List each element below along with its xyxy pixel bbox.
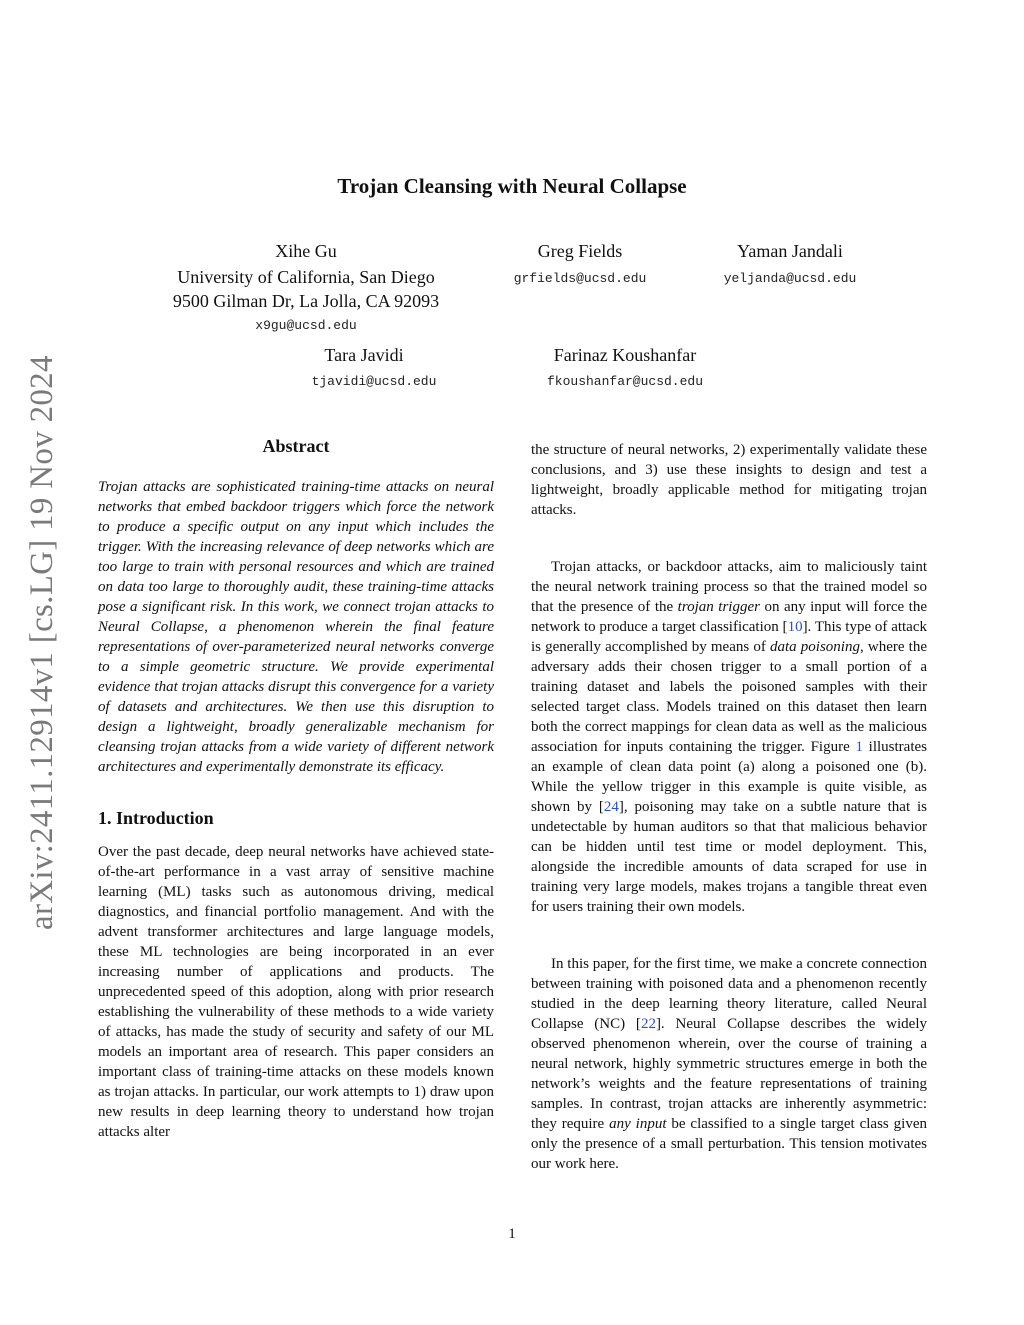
- emphasis: data poisoning: [769, 639, 860, 655]
- paragraph: Trojan attacks, or backdoor attacks, aim to maliciously taint the neural network training process so that the trained model so that the presence of the trojan trigger on any input will force the network to produce a target classification [10]. This type of attack is generally accomplished by means of data poisoning, where the adversary adds their chosen trigger to a small portion of a training dataset and labels the poisoned samples with their selected target class. Models trained on this dataset then learn both the correct mappings for clean data as well as the malicious association for inputs containing the trigger. Figure 1 illustrates an example of clean data point (a) along a poisoned one (b). While the yellow trigger in this example is quite visible, as shown by [24], poisoning may take on a subtle nature that is undetectable by human auditors so that that malicious behavior can be hidden until test time or model deployment. This, alongside the incredible amounts of data scraped for use in training very large models, makes trojans a tangible threat even for users training their own models.: [531, 559, 928, 915]
- right-column: [531, 440, 927, 1174]
- author-email[interactable]: tjavidi@ucsd.edu: [311, 374, 437, 389]
- paragraph: the structure of neural networks, 2) experimentally validate these conclusions, and 3) use these insights to design and test a lightweight, broadly applicable method for mitigating trojan attacks.: [531, 442, 927, 518]
- abstract-heading: Abstract: [262, 436, 330, 456]
- author-affiliation: University of California, San Diego: [177, 267, 435, 287]
- author-email[interactable]: x9gu@ucsd.edu: [255, 318, 357, 333]
- figure-link[interactable]: 1: [855, 739, 863, 755]
- emphasis: trojan trigger: [677, 599, 760, 615]
- paper-title: Trojan Cleansing with Neural Collapse: [337, 174, 687, 198]
- author-address: 9500 Gilman Dr, La Jolla, CA 92093: [172, 291, 440, 311]
- citation-link[interactable]: 10: [787, 619, 803, 635]
- citation-link[interactable]: 24: [603, 799, 619, 815]
- author-name: Tara Javidi: [324, 345, 404, 365]
- citation-link[interactable]: 22: [640, 1016, 656, 1032]
- left-column: [98, 436, 494, 1142]
- arxiv-watermark: arXiv:2411.12914v1 [cs.LG] 19 Nov 2024: [24, 355, 60, 930]
- author-name: Xihe Gu: [275, 241, 337, 261]
- author-name: Yaman Jandali: [737, 241, 843, 261]
- author-name: Farinaz Koushanfar: [553, 345, 697, 365]
- page-number: 1: [508, 1226, 516, 1242]
- author-email[interactable]: yeljanda@ucsd.edu: [723, 271, 857, 286]
- abstract-text: Trojan attacks are sophisticated training-time attacks on neural networks that embed backdoor triggers which force the network to produce a specific output on any input which includes the trigger. With the increasing relevance of deep networks which are too large to train with personal resources and which are trained on data too large to thoroughly audit, these training-time attacks pose a significant risk. In this work, we connect trojan attacks to Neural Collapse, a phenomenon wherein the final feature representations of over-parameterized neural networks converge to a simple geometric structure. We provide experimental evidence that trojan attacks disrupt this convergence for a variety of datasets and architectures. We then use this disruption to design a lightweight, broadly generalizable mechanism for cleansing trojan attacks from a wide variety of different network architectures and experimentally demonstrate its efficacy.: [98, 479, 494, 775]
- paragraph: Over the past decade, deep neural networks have achieved state-of-the-art performance in a vast array of sensitive machine learning (ML) tasks such as autonomous driving, medical diagnostics, and financial portfolio management. And with the advent transformer architectures and large language models, these ML technologies are being incorporated in an ever increasing number of applications and products. The unprecedented speed of this adoption, along with prior research establishing the vulnerability of these methods to a wide variety of attacks, has made the study of security and safety of our ML models an important area of research. This paper considers an important class of training-time attacks on these models known as trojan attacks. In particular, our work attempts to 1) draw upon new results in deep learning theory to understand how trojan attacks alter: [98, 844, 494, 1140]
- section-heading: 1. Introduction: [98, 808, 214, 828]
- emphasis: any input: [609, 1116, 667, 1132]
- author-email[interactable]: grfields@ucsd.edu: [513, 271, 647, 286]
- author-name: Greg Fields: [537, 241, 623, 261]
- paragraph: In this paper, for the first time, we make a concrete connection between training with poisoned data and a phenomenon recently studied in the deep learning theory literature, called Neural Collapse (NC) [22]. Neural Collapse describes the widely observed phenomenon wherein, over the course of training a neural network, highly symmetric structures emerge in both the network’s weights and the feature representations of training samples. In contrast, trojan attacks are inherently asymmetric: they require any input be classified to a single target class given only the presence of a small perturbation. This tension motivates our work here.: [531, 956, 927, 1172]
- author-email[interactable]: fkoushanfar@ucsd.edu: [546, 374, 704, 389]
